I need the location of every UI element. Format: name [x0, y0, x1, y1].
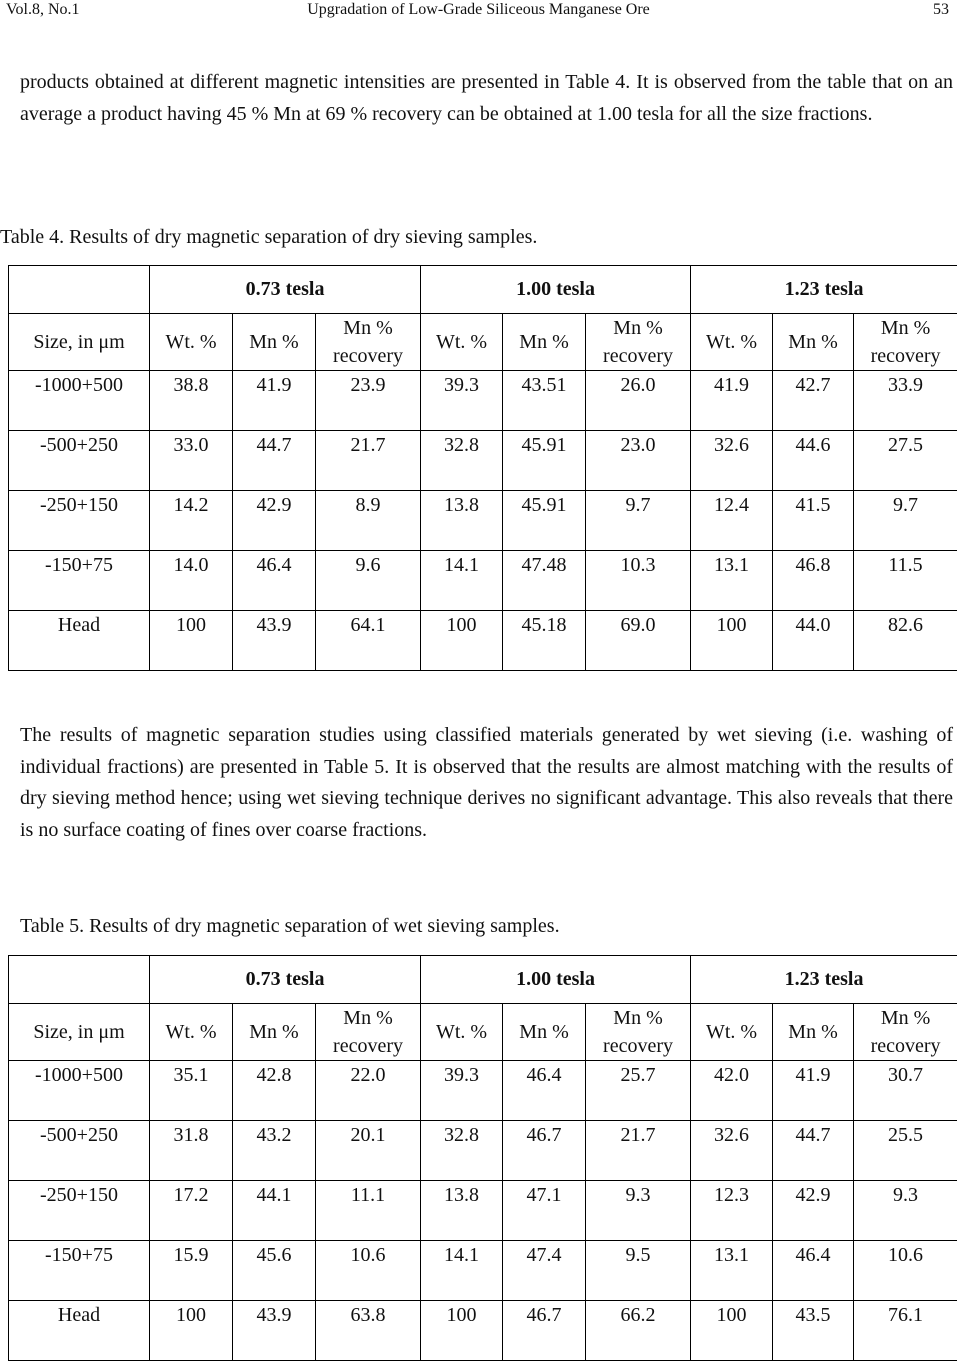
table-row [9, 1181, 957, 1241]
size-fraction-cell: -1000+500 [9, 1061, 150, 1121]
value-cell: 14.2 [150, 491, 233, 551]
value-cell: 13.1 [691, 1241, 773, 1301]
tesla-group-header: 0.73 tesla [150, 956, 421, 1004]
value-cell: 26.0 [586, 371, 691, 431]
value-cell: 32.8 [421, 431, 503, 491]
value-cell: 66.2 [586, 1301, 691, 1361]
value-cell: 41.9 [691, 371, 773, 431]
value-cell: 41.9 [233, 371, 316, 431]
column-header: Mn % [503, 1004, 586, 1061]
value-cell: 100 [691, 1301, 773, 1361]
value-cell: 32.6 [691, 1121, 773, 1181]
value-cell: 42.7 [773, 371, 854, 431]
column-header: Mn % recovery [316, 1004, 421, 1061]
value-cell: 44.1 [233, 1181, 316, 1241]
tesla-group-header: 1.00 tesla [421, 266, 691, 314]
value-cell: 43.51 [503, 371, 586, 431]
value-cell: 82.6 [854, 611, 957, 671]
value-cell: 22.0 [316, 1061, 421, 1121]
value-cell: 12.4 [691, 491, 773, 551]
column-header: Mn % recovery [316, 314, 421, 371]
tesla-group-header: 1.23 tesla [691, 956, 957, 1004]
value-cell: 76.1 [854, 1301, 957, 1361]
column-header: Mn % recovery [586, 314, 691, 371]
column-header: Size, in μm [9, 1004, 150, 1061]
value-cell: 100 [150, 611, 233, 671]
table-row [9, 1301, 957, 1361]
value-cell: 43.2 [233, 1121, 316, 1181]
value-cell: 42.9 [773, 1181, 854, 1241]
table-row [9, 611, 957, 671]
size-fraction-cell: -150+75 [9, 1241, 150, 1301]
value-cell: 21.7 [586, 1121, 691, 1181]
value-cell: 9.7 [854, 491, 957, 551]
value-cell: 39.3 [421, 371, 503, 431]
value-cell: 10.6 [316, 1241, 421, 1301]
value-cell: 69.0 [586, 611, 691, 671]
value-cell: 21.7 [316, 431, 421, 491]
column-header: Wt. % [421, 314, 503, 371]
size-fraction-cell: Head [9, 611, 150, 671]
tesla-group-header: 1.00 tesla [421, 956, 691, 1004]
value-cell: 9.7 [586, 491, 691, 551]
value-cell: 14.0 [150, 551, 233, 611]
column-header: Mn % [503, 314, 586, 371]
value-cell: 100 [150, 1301, 233, 1361]
value-cell: 9.6 [316, 551, 421, 611]
value-cell: 20.1 [316, 1121, 421, 1181]
value-cell: 23.0 [586, 431, 691, 491]
value-cell: 44.6 [773, 431, 854, 491]
value-cell: 47.1 [503, 1181, 586, 1241]
value-cell: 47.4 [503, 1241, 586, 1301]
value-cell: 47.48 [503, 551, 586, 611]
value-cell: 46.8 [773, 551, 854, 611]
column-header: Mn % recovery [586, 1004, 691, 1061]
column-header: Wt. % [691, 1004, 773, 1061]
column-header: Wt. % [150, 314, 233, 371]
value-cell: 46.4 [503, 1061, 586, 1121]
value-cell: 42.0 [691, 1061, 773, 1121]
value-cell: 25.7 [586, 1061, 691, 1121]
value-cell: 100 [691, 611, 773, 671]
value-cell: 46.4 [773, 1241, 854, 1301]
table5-caption: Table 5. Results of dry magnetic separation of wet sieving samples. [20, 914, 560, 938]
group-header-row [9, 956, 957, 1004]
column-header: Mn % [773, 1004, 854, 1061]
paragraph-table5-intro: The results of magnetic separation studies using classified materials generated by wet sieving (i.e. washing of individual fractions) are presented in Table 5. It is observed that the results are almost matching with the results of dry sieving method hence; using wet sieving technique derives no significant advantage. This also reveals that there is no surface coating of fines over coarse fractions. [20, 720, 953, 846]
table-4 [8, 265, 957, 671]
value-cell: 35.1 [150, 1061, 233, 1121]
value-cell: 13.1 [691, 551, 773, 611]
value-cell: 42.8 [233, 1061, 316, 1121]
value-cell: 13.8 [421, 1181, 503, 1241]
column-header: Mn % [233, 314, 316, 371]
value-cell: 23.9 [316, 371, 421, 431]
column-header: Mn % recovery [854, 314, 957, 371]
value-cell: 31.8 [150, 1121, 233, 1181]
table-row [9, 371, 957, 431]
value-cell: 44.0 [773, 611, 854, 671]
running-title: Upgradation of Low-Grade Siliceous Manganese Ore [0, 0, 957, 20]
value-cell: 45.91 [503, 431, 586, 491]
value-cell: 25.5 [854, 1121, 957, 1181]
value-cell: 100 [421, 1301, 503, 1361]
size-fraction-cell: -1000+500 [9, 371, 150, 431]
size-fraction-cell: Head [9, 1301, 150, 1361]
value-cell: 15.9 [150, 1241, 233, 1301]
value-cell: 41.9 [773, 1061, 854, 1121]
value-cell: 46.7 [503, 1121, 586, 1181]
column-header: Wt. % [150, 1004, 233, 1061]
column-header: Mn % [233, 1004, 316, 1061]
value-cell: 8.9 [316, 491, 421, 551]
value-cell: 14.1 [421, 1241, 503, 1301]
blank-header-cell [9, 266, 150, 314]
column-header: Wt. % [421, 1004, 503, 1061]
tesla-group-header: 1.23 tesla [691, 266, 957, 314]
column-header: Size, in μm [9, 314, 150, 371]
value-cell: 45.18 [503, 611, 586, 671]
value-cell: 42.9 [233, 491, 316, 551]
table-row [9, 1241, 957, 1301]
value-cell: 43.9 [233, 1301, 316, 1361]
size-fraction-cell: -500+250 [9, 1121, 150, 1181]
table-row [9, 491, 957, 551]
size-fraction-cell: -500+250 [9, 431, 150, 491]
page-number: 53 [933, 0, 949, 20]
tesla-group-header: 0.73 tesla [150, 266, 421, 314]
table-row [9, 1061, 957, 1121]
value-cell: 33.0 [150, 431, 233, 491]
value-cell: 12.3 [691, 1181, 773, 1241]
column-header-row [9, 314, 957, 371]
value-cell: 45.6 [233, 1241, 316, 1301]
table-5 [8, 955, 957, 1361]
table-row [9, 551, 957, 611]
value-cell: 64.1 [316, 611, 421, 671]
value-cell: 10.3 [586, 551, 691, 611]
value-cell: 32.6 [691, 431, 773, 491]
size-fraction-cell: -150+75 [9, 551, 150, 611]
value-cell: 44.7 [773, 1121, 854, 1181]
column-header: Wt. % [691, 314, 773, 371]
table-row [9, 431, 957, 491]
value-cell: 45.91 [503, 491, 586, 551]
value-cell: 32.8 [421, 1121, 503, 1181]
group-header-row [9, 266, 957, 314]
value-cell: 38.8 [150, 371, 233, 431]
blank-header-cell [9, 956, 150, 1004]
value-cell: 100 [421, 611, 503, 671]
paragraph-table4-intro: products obtained at different magnetic intensities are presented in Table 4. It is observed from the table that on an average a product having 45 % Mn at 69 % recovery can be obtained at 1.00 tesla for all the size fractions. [20, 67, 953, 130]
value-cell: 17.2 [150, 1181, 233, 1241]
value-cell: 43.5 [773, 1301, 854, 1361]
journal-volume: Vol.8, No.1 [6, 0, 80, 20]
size-fraction-cell: -250+150 [9, 1181, 150, 1241]
column-header: Mn % recovery [854, 1004, 957, 1061]
value-cell: 9.5 [586, 1241, 691, 1301]
value-cell: 46.4 [233, 551, 316, 611]
column-header: Mn % [773, 314, 854, 371]
table4-caption: Table 4. Results of dry magnetic separation of dry sieving samples. [0, 225, 537, 249]
value-cell: 9.3 [586, 1181, 691, 1241]
value-cell: 11.5 [854, 551, 957, 611]
value-cell: 13.8 [421, 491, 503, 551]
value-cell: 30.7 [854, 1061, 957, 1121]
value-cell: 11.1 [316, 1181, 421, 1241]
value-cell: 63.8 [316, 1301, 421, 1361]
value-cell: 44.7 [233, 431, 316, 491]
value-cell: 27.5 [854, 431, 957, 491]
value-cell: 41.5 [773, 491, 854, 551]
value-cell: 46.7 [503, 1301, 586, 1361]
value-cell: 39.3 [421, 1061, 503, 1121]
value-cell: 14.1 [421, 551, 503, 611]
value-cell: 9.3 [854, 1181, 957, 1241]
value-cell: 10.6 [854, 1241, 957, 1301]
value-cell: 43.9 [233, 611, 316, 671]
column-header-row [9, 1004, 957, 1061]
table-row [9, 1121, 957, 1181]
size-fraction-cell: -250+150 [9, 491, 150, 551]
value-cell: 33.9 [854, 371, 957, 431]
